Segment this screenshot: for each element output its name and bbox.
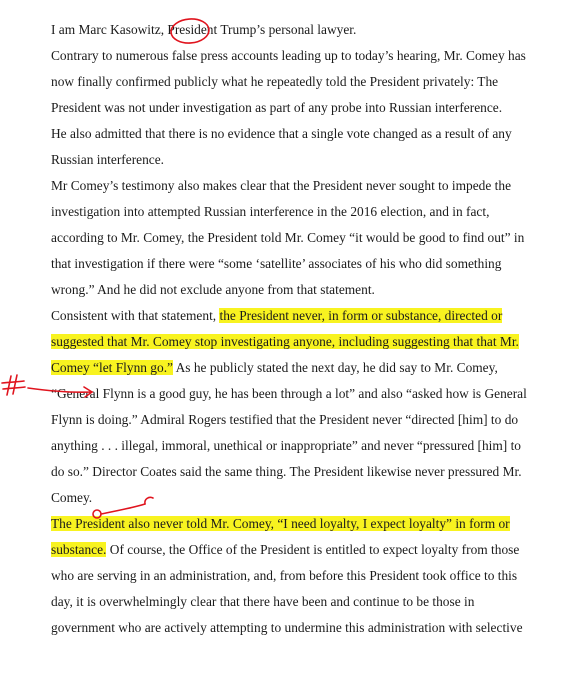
text-segment: that investigation if there were “some ‘satellite’ associates of his who did something <box>51 256 502 271</box>
text-line <box>51 255 501 273</box>
text-line <box>51 593 474 611</box>
text-segment: Of course, the Office of the President is entitled to expect loyalty from those <box>106 542 520 557</box>
text-line <box>51 385 527 403</box>
text-segment: anything . . . illegal, immoral, unethical or inappropriate” and never “pressured [him] to <box>51 438 522 453</box>
text-line <box>51 47 526 65</box>
text-segment: Consistent with that statement, <box>51 308 220 323</box>
text-line <box>51 567 517 585</box>
text-line <box>51 411 518 429</box>
highlighted-text: Comey “let Flynn go.” <box>51 360 173 375</box>
text-line <box>51 177 511 195</box>
text-segment: government who are actively attempting to undermine this administration with selective <box>51 620 523 635</box>
text-line <box>51 489 92 507</box>
text-segment: who are serving in an administration, and, from before this President took office to this <box>51 568 518 583</box>
text-segment: Mr Comey’s testimony also makes clear that the President never sought to impede the <box>51 178 512 193</box>
text-segment: Contrary to numerous false press accounts leading up to today’s hearing, Mr. Comey has <box>51 48 526 63</box>
highlighted-text: the President never, in form or substance, directed or <box>219 308 503 323</box>
highlighted-text: The President also never told Mr. Comey, “I need loyalty, I expect loyalty” in form or <box>51 516 510 531</box>
text-line <box>51 515 510 533</box>
text-line <box>51 619 523 637</box>
text-segment: according to Mr. Comey, the President told Mr. Comey “it would be good to find out” in <box>51 230 525 245</box>
text-segment: I am Marc Kasowitz, President Trump’s personal lawyer. <box>51 22 357 37</box>
text-line <box>51 463 522 481</box>
highlighted-text: suggested that Mr. Comey stop investigating anyone, including suggesting that that Mr. <box>51 334 519 349</box>
text-line <box>51 21 356 39</box>
text-segment: He also admitted that there is no evidence that a single vote changed as a result of any <box>51 126 512 141</box>
text-line <box>51 73 498 91</box>
text-line <box>51 541 519 559</box>
highlighted-text: substance. <box>51 542 107 557</box>
text-segment: investigation into attempted Russian interference in the 2016 election, and in fact, <box>51 204 490 219</box>
text-line <box>51 281 375 299</box>
text-segment: Russian interference. <box>51 152 165 167</box>
text-segment: President was not under investigation as part of any probe into Russian interference. <box>51 100 503 115</box>
text-segment: As he publicly stated the next day, he did say to Mr. Comey, <box>173 360 498 375</box>
text-segment: day, it is overwhelmingly clear that there have been and continue to be those in <box>51 594 475 609</box>
text-segment: Flynn is doing.” Admiral Rogers testified that the President never “directed [him] to do <box>51 412 519 427</box>
text-line <box>51 437 521 455</box>
text-segment: Comey. <box>51 490 93 505</box>
text-segment: wrong.” And he did not exclude anyone from that statement. <box>51 282 375 297</box>
text-line <box>51 307 502 325</box>
text-line <box>51 333 519 351</box>
text-segment: now finally confirmed publicly what he repeatedly told the President privately: The <box>51 74 499 89</box>
text-line <box>51 203 489 221</box>
text-line <box>51 229 524 247</box>
text-segment: do so.” Director Coates said the same thing. The President likewise never pressured Mr. <box>51 464 522 479</box>
text-line <box>51 125 512 143</box>
text-segment: “General Flynn is a good guy, he has been through a lot” and also “asked how is General <box>51 386 527 401</box>
text-line <box>51 359 498 377</box>
text-line <box>51 151 164 169</box>
text-line <box>51 99 502 117</box>
